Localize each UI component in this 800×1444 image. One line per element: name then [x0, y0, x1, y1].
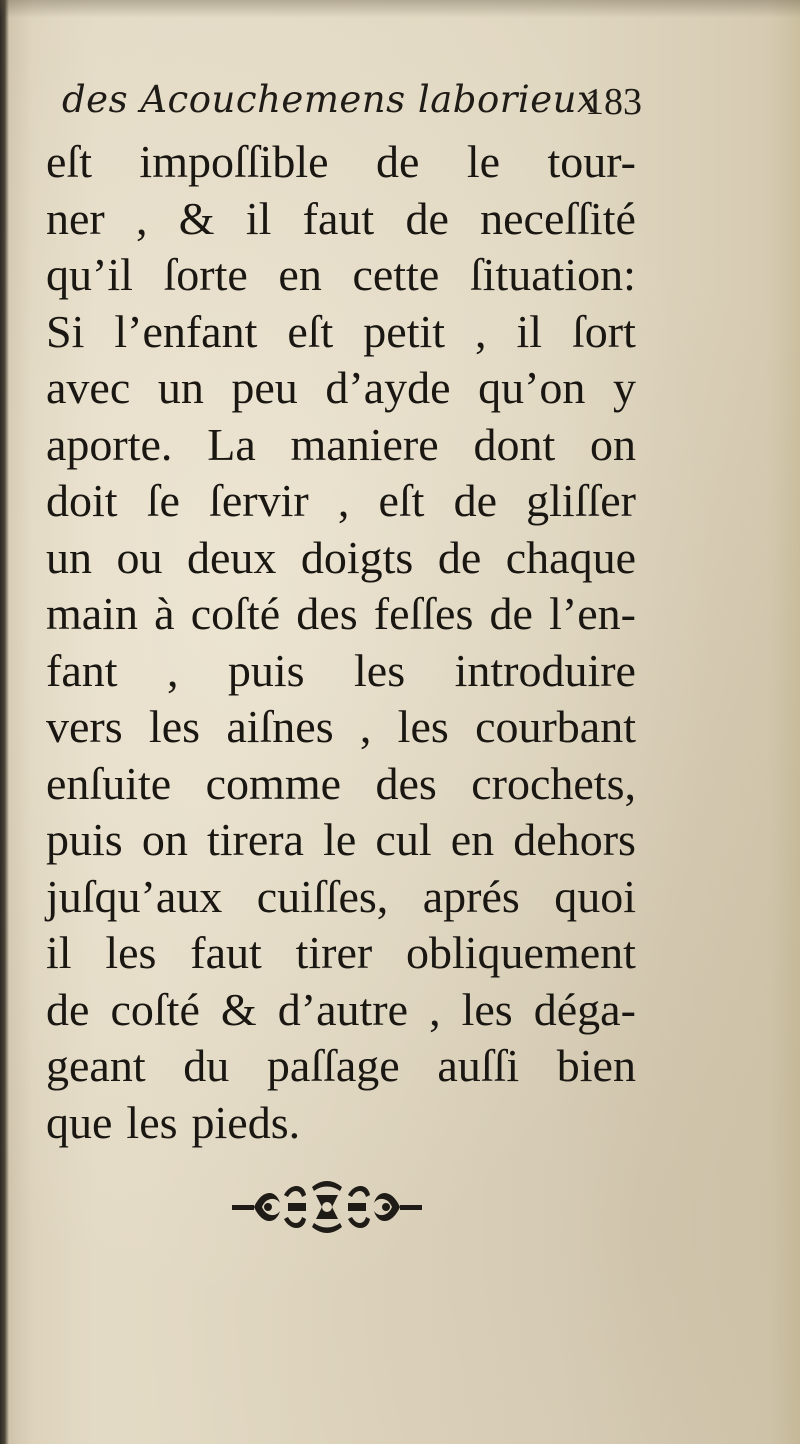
text-line: un ou deux doigts de chaque — [46, 531, 636, 583]
binding-edge — [0, 0, 9, 1444]
text-line: doit ſe ſervir , eſt de gliſſer — [46, 475, 636, 526]
running-head — [62, 78, 642, 128]
text-line: de coſté & d’autre , les déga- — [46, 983, 636, 1035]
text-line: ner , & il faut de neceſſité — [46, 192, 636, 244]
text-line: vers les aiſnes , les courbant — [46, 701, 636, 752]
text-line: qu’il ſorte en cette ſituation: — [46, 249, 636, 300]
text-line: Si l’enfant eſt petit , il ſort — [46, 305, 636, 357]
text-line: il les faut tirer obliquement — [46, 927, 636, 978]
text-line: puis on tirera le cul en dehors — [46, 814, 636, 865]
text-line: geant du paſſage auſſi bien — [46, 1040, 636, 1091]
text-line: aporte. La maniere dont on — [46, 418, 636, 470]
text-line: juſqu’aux cuiſſes, aprés quoi — [46, 870, 636, 922]
text-line: main à coſté des feſſes de l’en- — [46, 588, 636, 639]
page-top-shadow — [0, 0, 800, 18]
fleuron-ornament-icon — [232, 1175, 422, 1235]
text-line: fant , puis les introduire — [46, 644, 636, 696]
text-line: eſt impoſſible de le tour- — [46, 136, 636, 187]
page-number: 183 — [585, 81, 642, 123]
text-line: enſuite comme des crochets, — [46, 757, 636, 809]
text-line: que les pieds. — [46, 1096, 301, 1148]
body-text — [46, 134, 646, 1151]
text-line: avec un peu d’ayde qu’on y — [46, 362, 636, 413]
running-head-title: des Acouchemens laborieux — [62, 78, 599, 121]
